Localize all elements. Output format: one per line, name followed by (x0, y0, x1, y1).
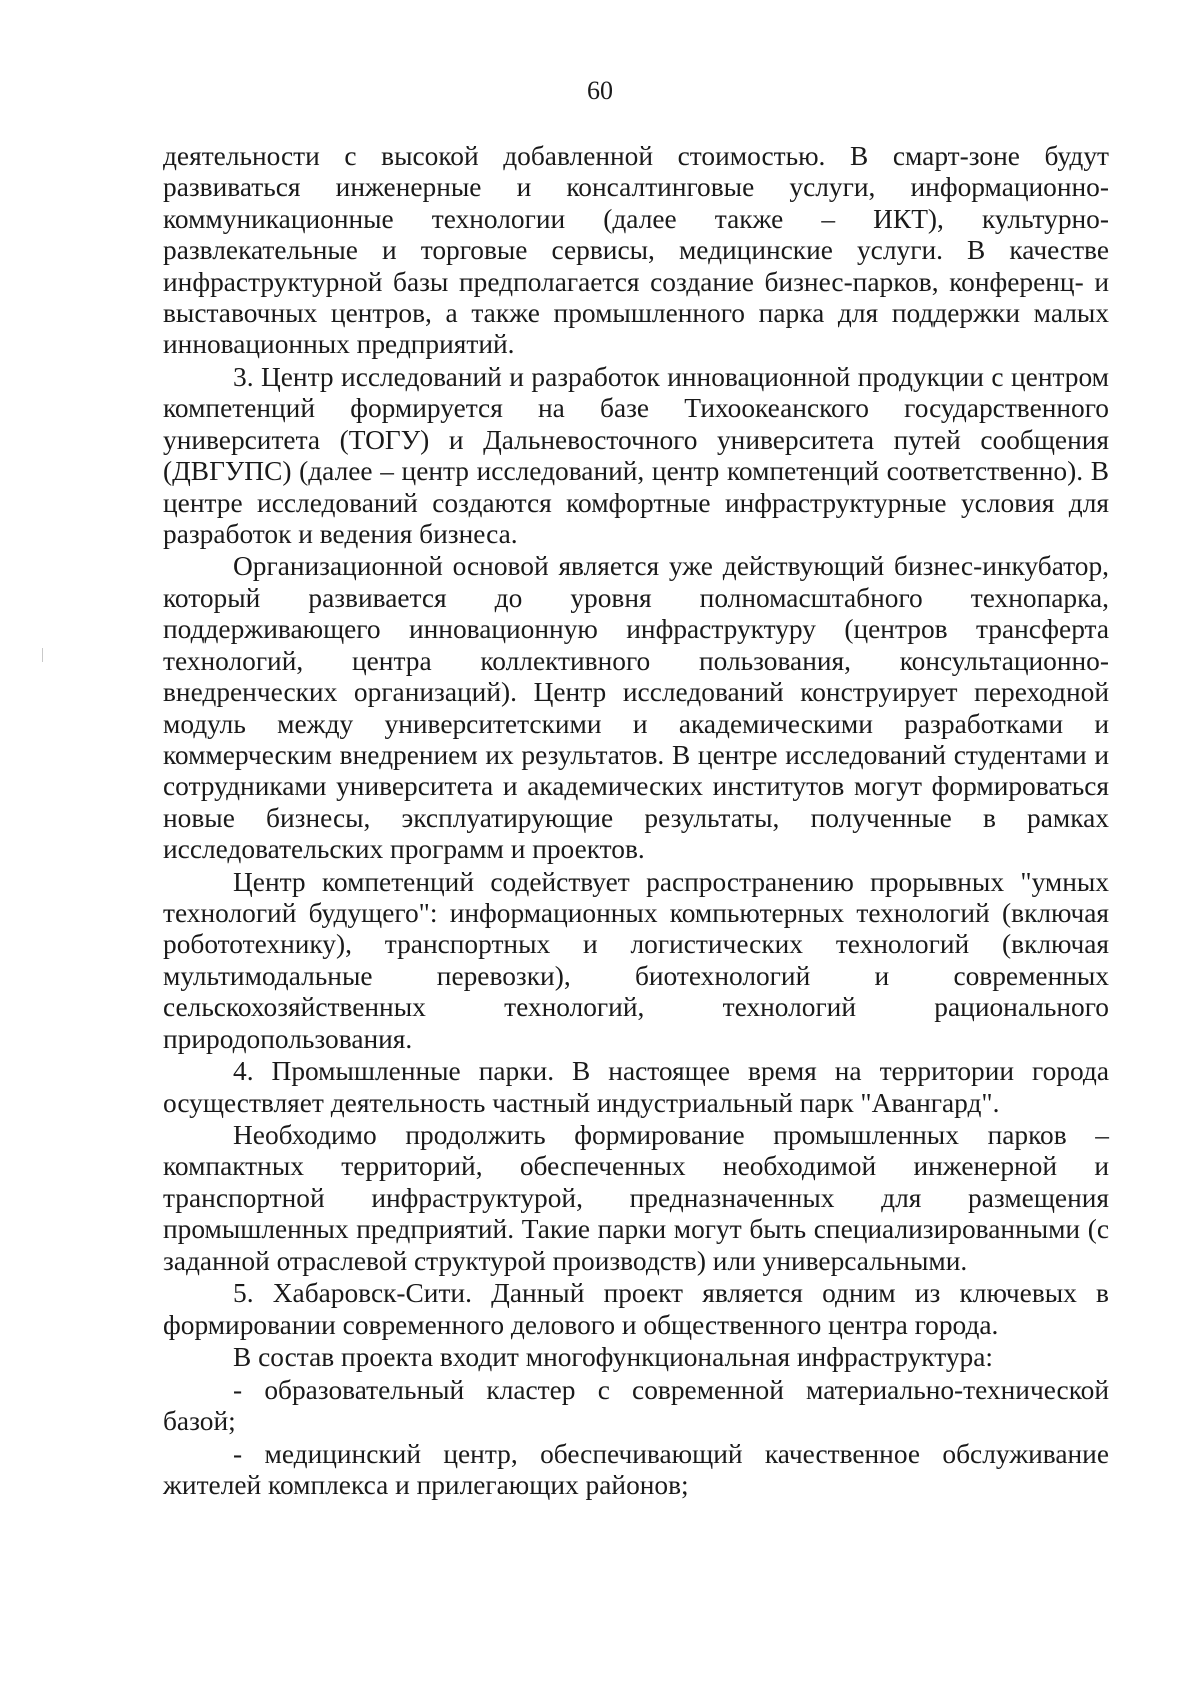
paragraph-project-infrastructure: В состав проекта входит многофункциональная инфраструктура: (233, 1342, 994, 1373)
paragraph-business-incubator: Организационной основой является уже действующий бизнес-инкубатор, который развивается до уровня полномасштабного технопарка, поддерживающего инновационную инфраструктуру (центров трансферта технологий, центра коллективного пользования, консультационно-внедренческих организаций). Центр исследований конструирует переходной модуль между университетскими и академическими разработками и коммерческим внедрением их результатов. В центре исследований студентами и сотрудниками университета и академических институтов могут формироваться новые бизнесы, эксплуатирующие результаты, полученные в рамках исследовательских программ и проектов. (163, 551, 1109, 865)
list-item-education-cluster: - образовательный кластер с современной материально-технической базой; (163, 1374, 1109, 1436)
paragraph-industrial-parks-formation: Необходимо продолжить формирование промышленных парков – компактных территорий, обеспеченных необходимой инженерной и транспортной инфраструктурой, предназначенных для размещения промышленных предприятий. Такие парки могут быть специализированными (с заданной отраслевой структурой производств) или универсальными. (163, 1120, 1109, 1276)
scan-margin-mark (42, 648, 43, 662)
list-item-medical-center: - медицинский центр, обеспечивающий качественное обслуживание жителей комплекса и прилегающих районов; (163, 1438, 1109, 1500)
page-number: 60 (587, 76, 613, 105)
paragraph-khabarovsk-city: 5. Хабаровск-Сити. Данный проект является одним из ключевых в формировании современного делового и общественного центра города. (163, 1278, 1109, 1340)
paragraph-continuation: деятельности с высокой добавленной стоимостью. В смарт-зоне будут развиваться инженерные и консалтинговые услуги, информационно-коммуникационные технологии (далее также – ИКТ), культурно-развлекательные и торговые сервисы, медицинские услуги. В качестве инфраструктурной базы предполагается создание бизнес-парков, конференц- и выставочных центров, а также промышленного парка для поддержки малых инновационных предприятий. (163, 141, 1109, 360)
paragraph-industrial-parks: 4. Промышленные парки. В настоящее время на территории города осуществляет деятельность частный индустриальный парк "Авангард". (163, 1056, 1109, 1118)
paragraph-competence-center: Центр компетенций содействует распространению прорывных "умных технологий будущего": информационных компьютерных технологий (включая робототехнику), транспортных и логистических технологий (включая мультимодальные перевозки), биотехнологий и современных сельскохозяйственных технологий, технологий рационального природопользования. (163, 866, 1109, 1054)
paragraph-research-center: 3. Центр исследований и разработок инновационной продукции с центром компетенций формируется на базе Тихоокеанского государственного университета (ТОГУ) и Дальневосточного университета путей сообщения (ДВГУПС) (далее – центр исследований, центр компетенций соответственно). В центре исследований создаются комфортные инфраструктурные условия для разработок и ведения бизнеса. (163, 361, 1109, 549)
document-body (163, 141, 1109, 1501)
